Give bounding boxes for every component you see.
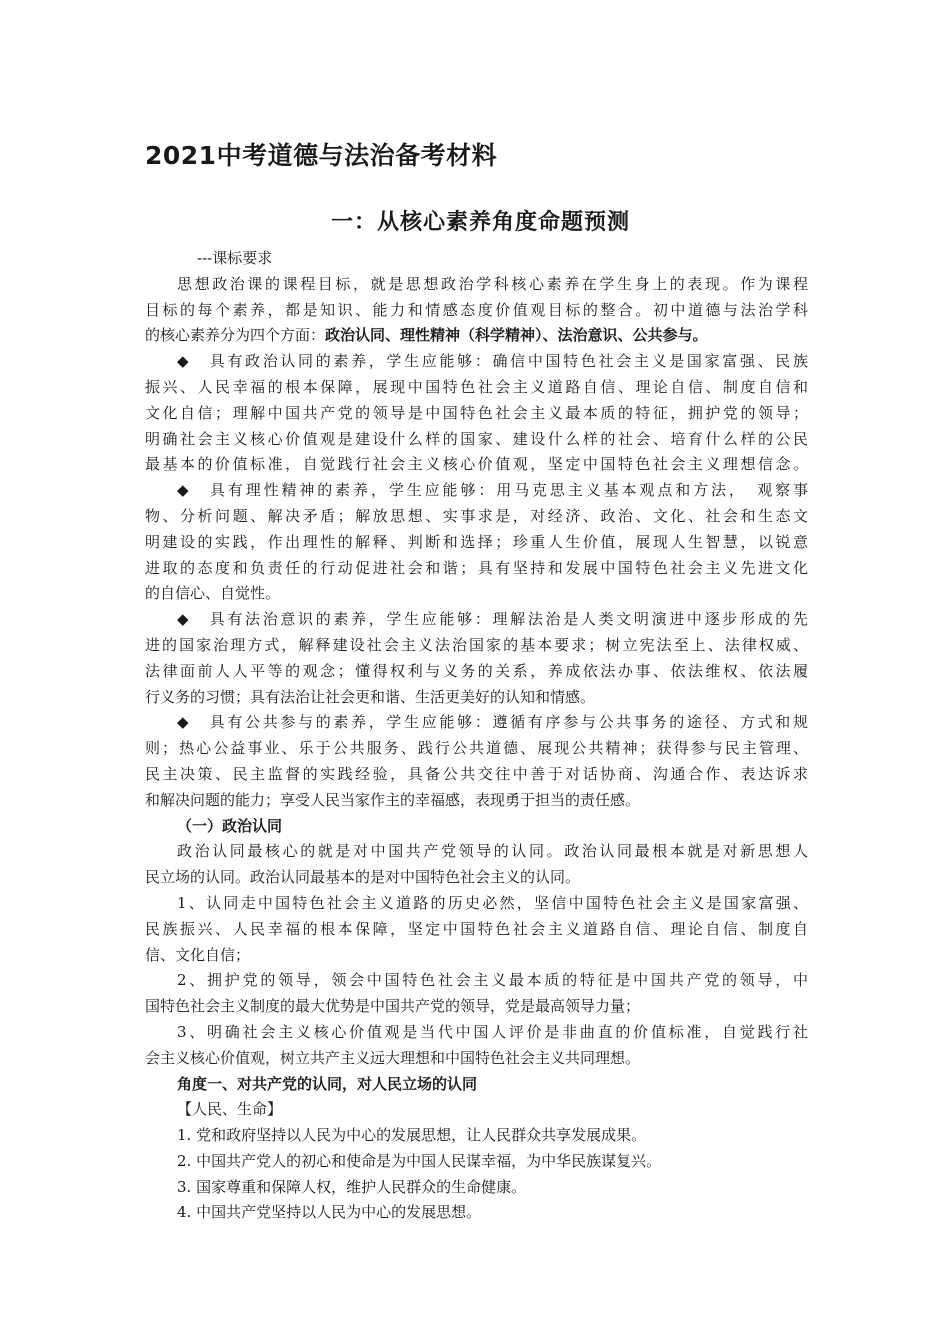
numbered-line: 民族振兴、人民幸福的根本保障，坚定中国特色社会主义道路自信、理论自信、制度自 <box>145 919 808 938</box>
angle1-heading: 角度一、对共产党的认同，对人民立场的认同 <box>177 1074 478 1093</box>
numbered-line: 会主义核心价值观，树立共产主义远大理想和中国特色社会主义共同理想。 <box>145 1048 641 1067</box>
bullet-line <box>145 607 808 633</box>
intro-line <box>145 323 808 349</box>
bullet-line <box>145 710 808 736</box>
bullet-line: 文化自信；理解中国共产党的领导是中国特色社会主义最本质的特征，拥护党的领导； <box>145 403 808 422</box>
part1-heading: （一）政治认同 <box>177 816 283 835</box>
bullet-line: 民主决策、民主监督的实践经验，具备公共交往中善于对话协商、沟通合作、表达诉求 <box>145 764 808 783</box>
bullet-line: 进取的态度和负责任的行动促进社会和谐；具有坚持和发展中国特色社会主义先进文化 <box>145 558 808 577</box>
numbered-line: 国特色社会主义制度的最大优势是中国共产党的领导，党是最高领导力量； <box>145 997 641 1016</box>
intro-text: 的核心素养分为四个方面： <box>145 326 326 345</box>
paragraph-line: 政治认同最核心的就是对中国共产党领导的认同。政治认同最根本就是对新思想人 <box>177 842 808 861</box>
numbered-line: 3、明确社会主义核心价值观是当代中国人评价是非曲直的价值标准，自觉践行社 <box>177 1022 808 1041</box>
bullet-line: 进的国家治理方式，解释建设社会主义法治国家的基本要求；树立宪法至上、法律权威、 <box>145 635 808 654</box>
bullet-line: 振兴、人民幸福的根本保障，展现中国特色社会主义道路自信、理论自信、制度自信和 <box>145 377 808 396</box>
bullet-line: 则；热心公益事业、乐于公共服务、践行公共道德、展现公共精神；获得参与民主管理、 <box>145 739 808 758</box>
numbered-line: 信、文化自信； <box>145 945 251 964</box>
bullet-text: 具有公共参与的素养，学生应能够：遵循有序参与公共事务的途径、方式和规 <box>207 713 808 732</box>
bullet-line <box>145 478 808 504</box>
bullet-line <box>145 349 808 375</box>
bullet-line: 的自信心、自觉性。 <box>145 584 281 603</box>
subtitle: ---课标要求 <box>197 249 273 267</box>
bullet-text: 具有理性精神的素养，学生应能够：用马克思主义基本观点和方法， 观察事 <box>207 481 808 500</box>
section-title: 一：从核心素养角度命题预测 <box>331 210 631 235</box>
bullet-line: 和解决问题的能力；享受人民当家作主的幸福感，表现勇于担当的责任感。 <box>145 790 641 809</box>
list-item: 1. 党和政府坚持以人民为中心的发展思想，让人民群众共享发展成果。 <box>177 1126 647 1145</box>
diamond-bullet-icon: ◆ <box>177 481 189 500</box>
list-item: 3. 国家尊重和保障人权，维护人民群众的生命健康。 <box>177 1177 527 1196</box>
angle1-tag: 【人民、生命】 <box>177 1100 283 1119</box>
intro-line: 思想政治课的课程目标，就是思想政治学科核心素养在学生身上的表现。作为课程 <box>177 274 808 293</box>
bullet-text: 具有政治认同的素养，学生应能够：确信中国特色社会主义是国家富强、民族 <box>207 352 808 371</box>
document-body <box>145 246 808 1226</box>
numbered-line: 1、认同走中国特色社会主义道路的历史必然，坚信中国特色社会主义是国家富强、 <box>177 893 808 912</box>
bullet-line: 法律面前人人平等的观念；懂得权利与义务的关系，养成依法办事、依法维权、依法履 <box>145 661 808 680</box>
diamond-bullet-icon: ◆ <box>177 352 189 371</box>
list-item: 4. 中国共产党坚持以人民为中心的发展思想。 <box>177 1203 482 1222</box>
paragraph-line: 民立场的认同。政治认同最基本的是对中国特色社会主义的认同。 <box>145 868 581 887</box>
bullet-line: 物、分析问题、解决矛盾；解放思想、实事求是，对经济、政治、文化、社会和生态文 <box>145 506 808 525</box>
bullet-line: 最基本的价值标准，自觉践行社会主义核心价值观，坚定中国特色社会主义理想信念。 <box>145 455 808 474</box>
bullet-line: 行义务的习惯；具有法治让社会更和谐、生活更美好的认知和情感。 <box>145 687 596 706</box>
bullet-text: 具有法治意识的素养，学生应能够：理解法治是人类文明演进中逐步形成的先 <box>207 610 808 629</box>
diamond-bullet-icon: ◆ <box>177 713 189 732</box>
diamond-bullet-icon: ◆ <box>177 610 189 629</box>
numbered-line: 2、拥护党的领导，领会中国特色社会主义最本质的特征是中国共产党的领导，中 <box>177 971 808 990</box>
document-title: 2021中考道德与法治备考材料 <box>145 141 498 170</box>
bullet-line: 明建设的实践，作出理性的解释、判断和选择；珍重人生价值，展现人生智慧，以锐意 <box>145 532 808 551</box>
list-item: 2. 中国共产党人的初心和使命是为中国人民谋幸福，为中华民族谋复兴。 <box>177 1151 662 1170</box>
intro-line: 目标的每个素养，都是知识、能力和情感态度价值观目标的整合。初中道德与法治学科 <box>145 300 808 319</box>
bullet-line: 明确社会主义核心价值观是建设什么样的国家、建设什么样的社会、培育什么样的公民 <box>145 429 808 448</box>
core-competencies-bold: 政治认同、理性精神（科学精神）、法治意识、公共参与。 <box>325 326 708 345</box>
